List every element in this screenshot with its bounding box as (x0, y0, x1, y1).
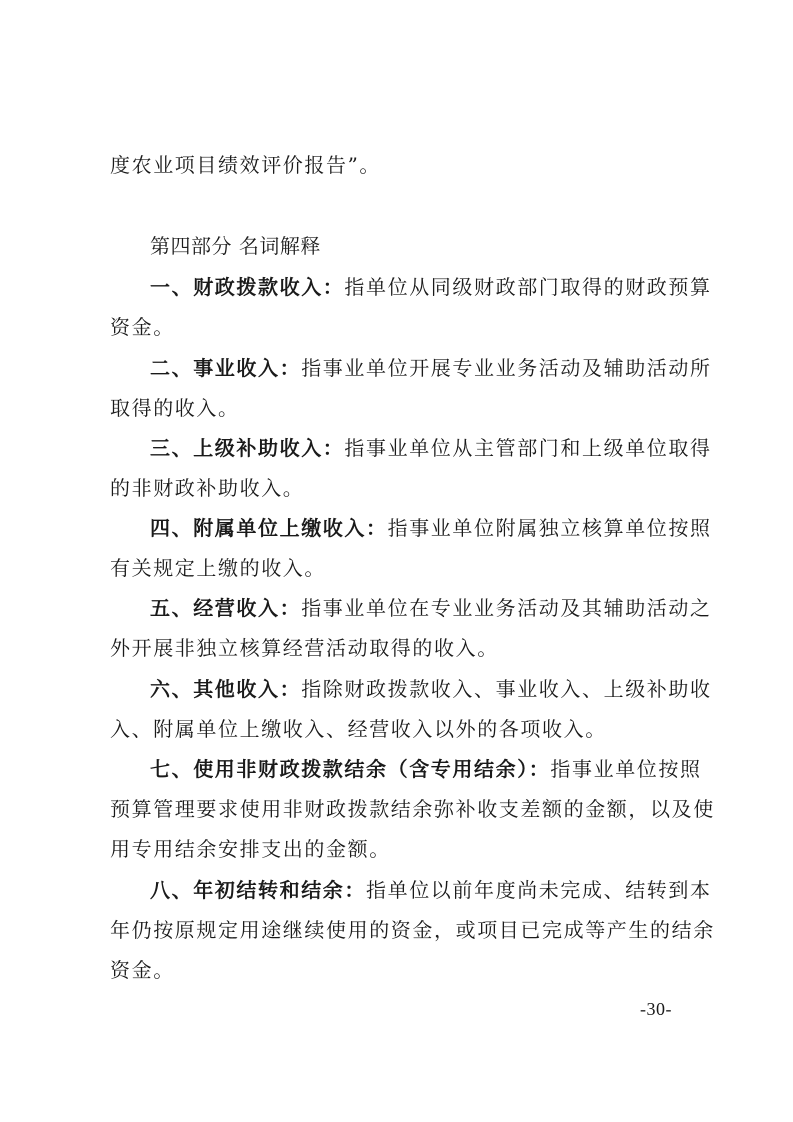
definition-8-first-line (150, 878, 712, 902)
page-number: -30- (640, 999, 672, 1019)
definition-3-text: 指事业单位从主管部门和上级单位取得 (344, 436, 712, 460)
definition-4-text: 指事业单位附属独立核算单位按照 (387, 516, 712, 540)
continuation-line: 度农业项目绩效评价报告”。 (110, 153, 382, 177)
definition-2-text: 指事业单位开展专业业务活动及辅助活动所 (301, 356, 712, 380)
definition-6-term: 六、其他收入： (150, 677, 302, 701)
definition-8-term: 八、年初结转和结余： (150, 878, 366, 902)
definition-1-text: 指单位从同级财政部门取得的财政预算 (344, 275, 712, 299)
definition-3-first-line (150, 436, 712, 460)
definition-6-first-line (150, 677, 712, 701)
definition-8-line-2: 年仍按原规定用途继续使用的资金，或项目已完成等产生的结余 (110, 918, 715, 942)
definition-5-text: 指事业单位在专业业务活动及其辅助活动之 (301, 596, 712, 620)
definition-8-line-3: 资金。 (110, 958, 175, 982)
definition-4-line-2: 有关规定上缴的收入。 (110, 556, 326, 580)
definition-4-term: 四、附属单位上缴收入： (150, 516, 388, 540)
definition-3-term: 三、上级补助收入： (150, 436, 345, 460)
definition-4-first-line (150, 516, 712, 540)
section-title: 第四部分 名词解释 (150, 234, 321, 258)
definition-1-term: 一、财政拨款收入： (150, 275, 345, 299)
definition-8-text: 指单位以前年度尚未完成、结转到本 (366, 878, 712, 902)
definition-5-first-line (150, 596, 712, 620)
definition-7-text: 指事业单位按照 (550, 757, 702, 781)
definition-5-line-2: 外开展非独立核算经营活动取得的收入。 (110, 636, 499, 660)
definition-7-line-3: 用专用结余安排支出的金额。 (110, 837, 391, 861)
definition-1-line-2: 资金。 (110, 315, 175, 339)
definition-1-first-line (150, 275, 712, 299)
definition-2-line-2: 取得的收入。 (110, 396, 240, 420)
definition-7-line-2: 预算管理要求使用非财政拨款结余弥补收支差额的金额，以及使 (110, 797, 715, 821)
definition-6-text: 指除财政拨款收入、事业收入、上级补助收 (301, 677, 712, 701)
definition-3-line-2: 的非财政补助收入。 (110, 476, 305, 500)
definition-6-line-2: 入、附属单位上缴收入、经营收入以外的各项收入。 (110, 717, 607, 741)
definition-2-first-line (150, 356, 712, 380)
definition-7-term: 七、使用非财政拨款结余（含专用结余）： (150, 757, 551, 781)
definition-2-term: 二、事业收入： (150, 356, 302, 380)
definition-7-first-line (150, 757, 702, 781)
definition-5-term: 五、经营收入： (150, 596, 302, 620)
